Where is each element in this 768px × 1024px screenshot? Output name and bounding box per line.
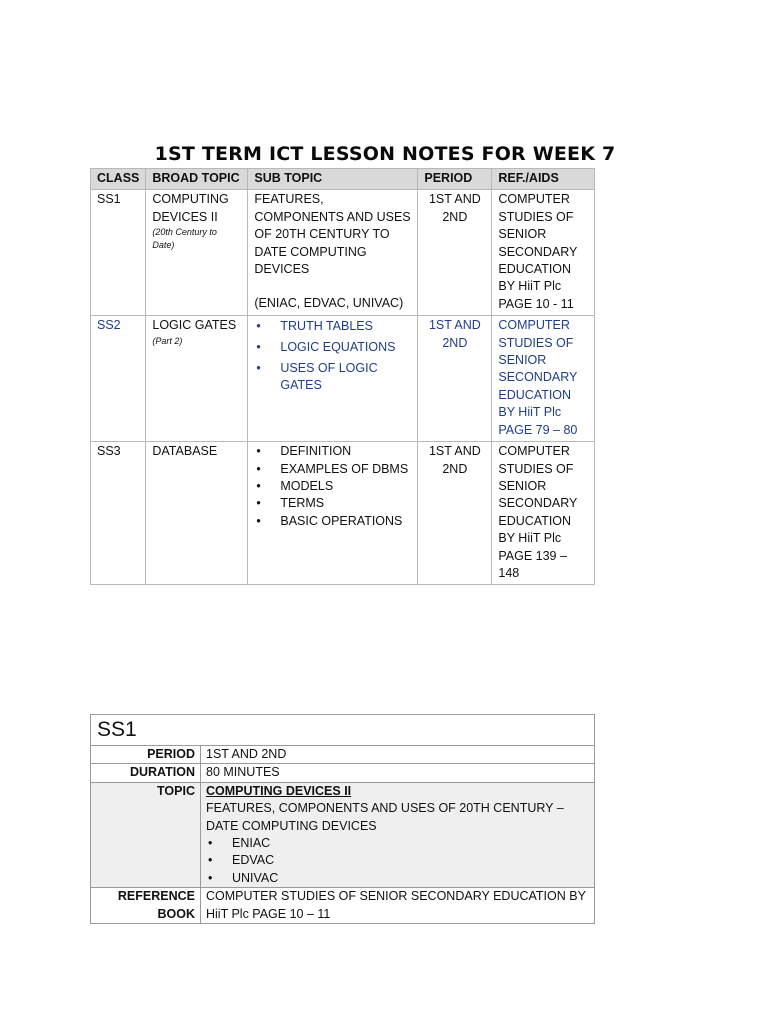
cell-class: SS1: [91, 190, 146, 316]
detail-class-heading: SS1: [91, 715, 595, 746]
list-item: • TERMS: [254, 495, 411, 512]
detail-value: COMPUTER STUDIES OF SENIOR SECONDARY EDUCATION BY HiiT Plc PAGE 10 – 11: [201, 888, 595, 924]
cell-broad-topic: [146, 316, 248, 442]
topic-title: COMPUTING DEVICES II: [206, 783, 352, 798]
header-ref-aids: REF./AIDS: [492, 169, 595, 190]
reference-label-line-1: REFERENCE: [117, 889, 195, 904]
cell-class: SS2: [91, 316, 146, 442]
detail-label: DURATION: [91, 764, 201, 782]
list-item: • UNIVAC: [206, 870, 589, 887]
cell-broad-topic: [146, 190, 248, 316]
sub-topic-text: FEATURES, COMPONENTS AND USES OF 20TH CENTURY TO DATE COMPUTING DEVICES: [254, 192, 411, 277]
cell-class: SS3: [91, 442, 146, 585]
sub-topic-list: [254, 318, 411, 395]
cell-period: 1ST AND 2ND: [418, 442, 492, 585]
detail-label: [91, 888, 201, 924]
cell-broad-topic: DATABASE: [146, 442, 248, 585]
list-item: • LOGIC EQUATIONS: [254, 339, 411, 356]
cell-sub-topic: [248, 316, 418, 442]
topic-list: [206, 835, 589, 887]
list-item: • MODELS: [254, 478, 411, 495]
list-item: • USES OF LOGIC GATES: [254, 360, 411, 395]
cell-ref: COMPUTER STUDIES OF SENIOR SECONDARY EDUCATION BY HiiT Plc PAGE 139 – 148: [492, 442, 595, 585]
detail-value: 80 MINUTES: [201, 764, 595, 782]
header-broad-topic: BROAD TOPIC: [146, 169, 248, 190]
table-row: [91, 316, 595, 442]
header-class: CLASS: [91, 169, 146, 190]
detail-row-reference: [91, 888, 595, 924]
detail-label: PERIOD: [91, 746, 201, 764]
cell-sub-topic: [248, 190, 418, 316]
cell-ref: COMPUTER STUDIES OF SENIOR SECONDARY EDUCATION BY HiiT Plc PAGE 79 – 80: [492, 316, 595, 442]
list-item: • TRUTH TABLES: [254, 318, 411, 335]
detail-row-period: [91, 746, 595, 764]
broad-topic-note: (20th Century to Date): [152, 227, 217, 251]
reference-label-line-2: BOOK: [157, 906, 195, 921]
detail-label: TOPIC: [91, 782, 201, 887]
broad-topic-text: COMPUTING DEVICES II: [152, 192, 229, 224]
broad-topic-note: (Part 2): [152, 335, 183, 346]
lesson-notes-table: [90, 168, 595, 585]
detail-row-duration: [91, 764, 595, 782]
list-item: • ENIAC: [206, 835, 589, 852]
detail-row-topic: [91, 782, 595, 887]
detail-value: [201, 782, 595, 887]
cell-ref: COMPUTER STUDIES OF SENIOR SECONDARY EDUCATION BY HiiT Plc PAGE 10 - 11: [492, 190, 595, 316]
cell-period: 1ST AND 2ND: [418, 316, 492, 442]
list-item: • EDVAC: [206, 852, 589, 869]
cell-period: 1ST AND 2ND: [418, 190, 492, 316]
sub-topic-list: [254, 443, 411, 530]
ss1-detail-table: [90, 714, 595, 924]
table-header-row: [91, 169, 595, 190]
detail-value: 1ST AND 2ND: [201, 746, 595, 764]
topic-description: FEATURES, COMPONENTS AND USES OF 20TH CENTURY – DATE COMPUTING DEVICES: [206, 801, 564, 833]
page-title: 1ST TERM ICT LESSON NOTES FOR WEEK 7: [154, 143, 616, 165]
table-row: [91, 190, 595, 316]
detail-header-row: [91, 715, 595, 746]
broad-topic-text: LOGIC GATES: [152, 318, 237, 333]
sub-topic-extra: (ENIAC, EDVAC, UNIVAC): [254, 296, 404, 311]
cell-sub-topic: [248, 442, 418, 585]
table-row: [91, 442, 595, 585]
header-sub-topic: SUB TOPIC: [248, 169, 418, 190]
list-item: • BASIC OPERATIONS: [254, 513, 411, 530]
list-item: • DEFINITION: [254, 443, 411, 460]
list-item: • EXAMPLES OF DBMS: [254, 461, 411, 478]
header-period: PERIOD: [418, 169, 492, 190]
